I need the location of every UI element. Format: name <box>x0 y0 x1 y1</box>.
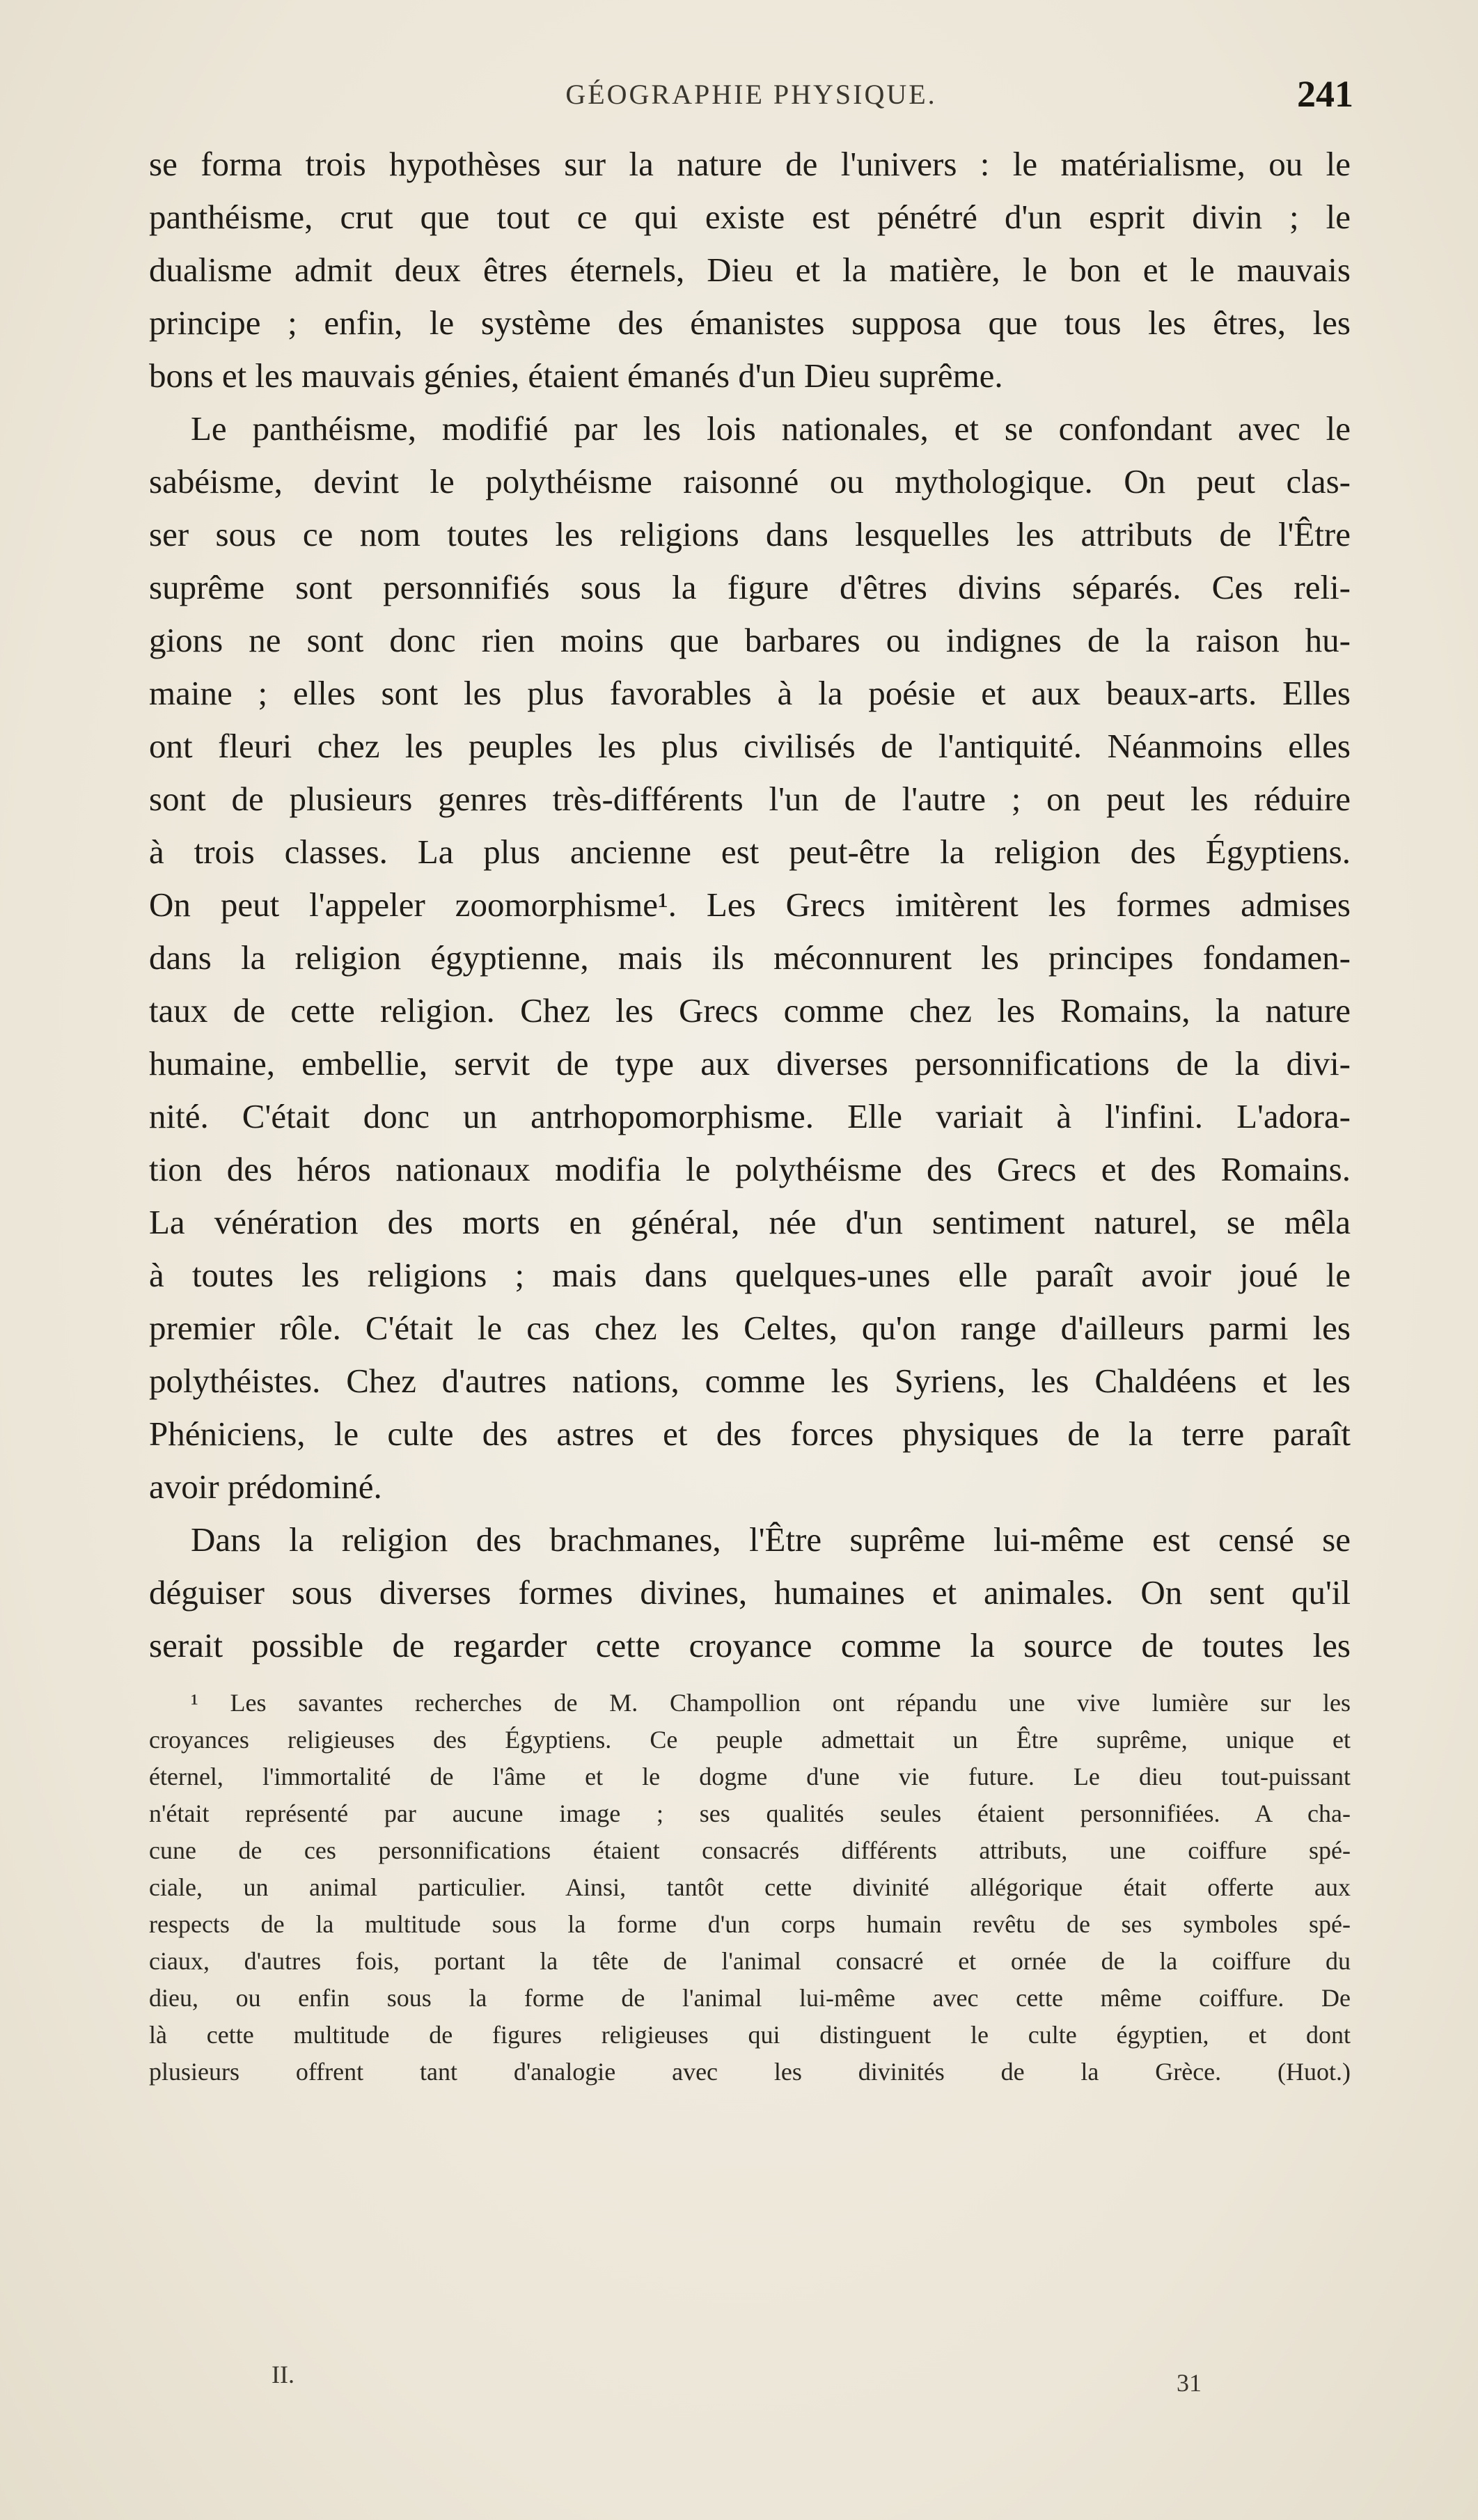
text-line: dualisme admit deux êtres éternels, Dieu et la matière, le bon et le mauvais <box>149 251 1351 289</box>
text-line: Dans la religion des brachmanes, l'Être suprême lui-même est censé se <box>191 1520 1351 1559</box>
footnote-line: respects de la multitude sous la forme d'un corps humain revêtu de ses symboles spé- <box>149 1910 1351 1938</box>
footnote-line: croyances religieuses des Égyptiens. Ce peuple admettait un Être suprême, unique et <box>149 1726 1351 1754</box>
text-line: tion des héros nationaux modifia le polythéisme des Grecs et des Romains. <box>149 1150 1351 1188</box>
text-line: suprême sont personnifiés sous la figure d'êtres divins séparés. Ces reli- <box>149 568 1351 606</box>
footnote-line: là cette multitude de figures religieuses qui distinguent le culte égyptien, et dont <box>149 2021 1351 2049</box>
footnote-line: plusieurs offrent tant d'analogie avec les divinités de la Grèce. (Huot.) <box>149 2058 1351 2086</box>
text-line: maine ; elles sont les plus favorables à la poésie et aux beaux-arts. Elles <box>149 674 1351 712</box>
text-line: sont de plusieurs genres très-différents l'un de l'autre ; on peut les réduire <box>149 780 1351 818</box>
text-line: sabéisme, devint le polythéisme raisonné ou mythologique. On peut clas- <box>149 462 1351 501</box>
text-line: panthéisme, crut que tout ce qui existe est pénétré d'un esprit divin ; le <box>149 198 1351 236</box>
text-line: avoir prédominé. <box>149 1467 382 1506</box>
text-line: à trois classes. La plus ancienne est peut-être la religion des Égyptiens. <box>149 833 1351 871</box>
text-line: gions ne sont donc rien moins que barbares ou indignes de la raison hu- <box>149 621 1351 659</box>
text-line: On peut l'appeler zoomorphisme¹. Les Grecs imitèrent les formes admises <box>149 885 1351 924</box>
footnote-line: n'était représenté par aucune image ; ses qualités seules étaient personnifiées. A cha- <box>149 1800 1351 1827</box>
running-head <box>149 73 1353 127</box>
text-line: polythéistes. Chez d'autres nations, comme les Syriens, les Chaldéens et les <box>149 1362 1351 1400</box>
volume-signature: II. <box>272 2361 294 2388</box>
footnote-line: ciaux, d'autres fois, portant la tête de l'animal consacré et ornée de la coiffure du <box>149 1947 1351 1975</box>
text-line: à toutes les religions ; mais dans quelques-unes elle paraît avoir joué le <box>149 1256 1351 1294</box>
main-text <box>149 138 1351 1672</box>
footnote-line: ¹ Les savantes recherches de M. Champollion ont répandu une vive lumière sur les <box>191 1689 1351 1717</box>
footnote-line: ciale, un animal particulier. Ainsi, tantôt cette divinité allégorique était offerte aux <box>149 1873 1351 1901</box>
text-line: nité. C'était donc un antrhopomorphisme. Elle variait à l'infini. L'adora- <box>149 1097 1351 1135</box>
page-number: 241 <box>1297 73 1353 115</box>
text-line: se forma trois hypothèses sur la nature de l'univers : le matérialisme, ou le <box>149 145 1351 183</box>
text-line: taux de cette religion. Chez les Grecs comme chez les Romains, la nature <box>149 991 1351 1030</box>
text-line: La vénération des morts en général, née d'un sentiment naturel, se mêla <box>149 1203 1351 1241</box>
text-line: Phéniciens, le culte des astres et des forces physiques de la terre paraît <box>149 1415 1351 1453</box>
text-line: humaine, embellie, servit de type aux diverses personnifications de la divi- <box>149 1044 1351 1082</box>
footnote-line: cune de ces personnifications étaient consacrés différents attributs, une coiffure spé- <box>149 1836 1351 1864</box>
running-title: GÉOGRAPHIE PHYSIQUE. <box>565 79 937 110</box>
text-line: ont fleuri chez les peuples les plus civilisés de l'antiquité. Néanmoins elles <box>149 727 1351 765</box>
text-line: principe ; enfin, le système des émanistes supposa que tous les êtres, les <box>149 304 1351 342</box>
text-line: dans la religion égyptienne, mais ils méconnurent les principes fondamen- <box>149 938 1351 977</box>
text-line: premier rôle. C'était le cas chez les Celtes, qu'on range d'ailleurs parmi les <box>149 1309 1351 1347</box>
footnote <box>149 1685 1351 2090</box>
text-line: ser sous ce nom toutes les religions dans lesquelles les attributs de l'Être <box>149 515 1351 553</box>
footnote-line: éternel, l'immortalité de l'âme et le dogme d'une vie future. Le dieu tout-puissant <box>149 1763 1351 1790</box>
text-line: bons et les mauvais génies, étaient émanés d'un Dieu suprême. <box>149 356 1003 395</box>
sheet-number: 31 <box>1177 2369 1202 2397</box>
text-line: Le panthéisme, modifié par les lois nationales, et se confondant avec le <box>191 409 1351 448</box>
text-line: serait possible de regarder cette croyance comme la source de toutes les <box>149 1626 1351 1664</box>
footnote-line: dieu, ou enfin sous la forme de l'animal lui-même avec cette même coiffure. De <box>149 1984 1351 2012</box>
text-line: déguiser sous diverses formes divines, humaines et animales. On sent qu'il <box>149 1573 1351 1612</box>
